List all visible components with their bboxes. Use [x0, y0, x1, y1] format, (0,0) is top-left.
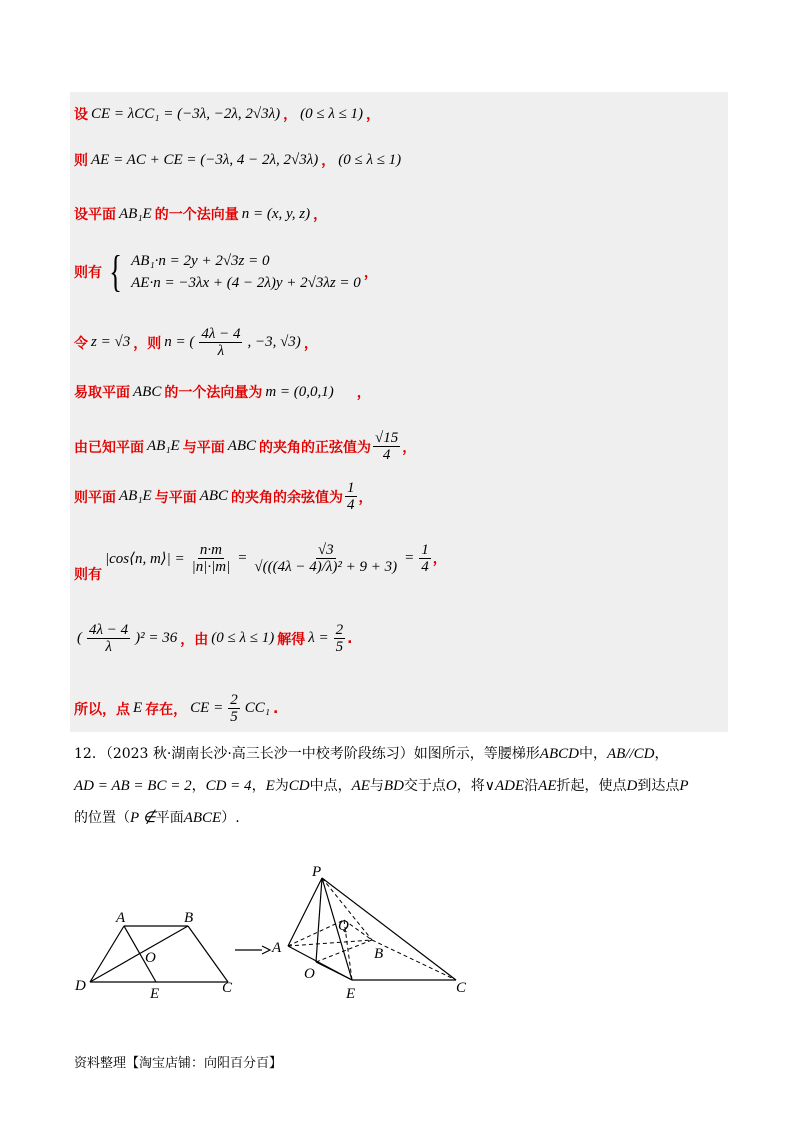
label-E: E: [150, 986, 160, 1002]
label-O: O: [145, 950, 156, 966]
label-C2: C: [456, 980, 467, 996]
label-B: B: [184, 910, 194, 926]
solution-line-2: 则 AE = AC + CE = (−3λ, 4 − 2λ, 2√3λ) ， (0 ≤ λ ≤ 1): [74, 151, 402, 169]
solution-line-6: 易取平面 ABC 的一个法向量为 m = (0,0,1) ，: [74, 383, 371, 401]
fraction: $\frac{4\lambda - 4}{\lambda}$: [89, 622, 129, 655]
edge-AQ: [288, 920, 344, 946]
solution-line-10: ( $\frac{4\lambda - 4}{\lambda}$ )² = 36 ，由 (0 ≤ λ ≤ 1) 解得 λ = $\frac{2}{5}$ .: [77, 622, 353, 655]
solution-line-1: 设 CE = λCC₁ = (−3λ, −2λ, 2√3λ) ， (0 ≤ λ ≤ 1) ，: [74, 105, 381, 123]
solution-line-11: 所以，点 E 存在， CE = $\frac{2}{5}$ CC₁ .: [74, 692, 279, 725]
solution-line-8: 则平面 AB₁E 与平面 ABC 的夹角的余弦值为 $\frac{1}{4}$ ，: [74, 480, 373, 513]
problem-line-1: 12．（2023 秋·湖南长沙·高三长沙一中校考阶段练习）如图所示，等腰梯形ABCD中，AB//CD，: [74, 746, 669, 762]
problem-12: [74, 744, 734, 828]
arrow-head-icon: [262, 946, 270, 954]
fraction: $\frac{√15}{4}$: [375, 430, 399, 463]
equation-system: { AB₁·n = 2y + 2√3z = 0 AE·n = −3λx + (4 − 2λ)y + 2√3λz = 0: [109, 247, 361, 296]
fraction: $\frac{1}{4}$: [421, 541, 429, 575]
footer-note: 资料整理【淘宝店铺：向阳百分百】: [74, 1056, 283, 1071]
edge-BC: [188, 926, 228, 982]
geometry-figures: [0, 860, 800, 1060]
label-B2: B: [374, 946, 384, 962]
hidden-edges: [288, 878, 456, 980]
fraction: $\frac{n\cdot m}{|n|\cdot|m|}$: [191, 541, 231, 575]
edge-DB: [90, 926, 188, 982]
fraction: $\frac{2}{5}$: [230, 692, 238, 725]
fraction: $\frac{2}{5}$: [335, 622, 344, 655]
fraction: $\frac{√3}{\text{√(((4λ − 4)/λ)² + 9 + 3)}}$: [254, 541, 398, 575]
problem-line-2: AD = AB = BC = 2，CD = 4，E为CD中点，AE与BD交于点O，将∨ADE沿AE折起，使点D到达点P: [74, 778, 689, 794]
solution-line-7: 由已知平面 AB₁E 与平面 ABC 的夹角的正弦值为 $\frac{√15}{4}$ ，: [74, 430, 417, 463]
problem-line-3: 的位置（P ∉平面ABCE）.: [74, 810, 240, 826]
label-E2: E: [346, 986, 356, 1002]
solution-line-3: 设平面 AB₁E 的一个法向量 n = (x, y, z) ，: [74, 205, 328, 223]
folded-figure: [288, 878, 456, 980]
label-O2: O: [304, 966, 315, 982]
edge-AB: [288, 940, 372, 946]
trapezoid-figure: [90, 926, 228, 982]
label-D: D: [75, 978, 86, 994]
edge-PO: [316, 878, 322, 962]
label-Q: Q: [338, 918, 349, 934]
solution-line-5: 令 z = √3 ，则 n = ( $\frac{4\lambda - 4}{\lambda}$ , −3, √3) ，: [74, 326, 318, 359]
label-A: A: [116, 910, 126, 926]
edge-DA: [90, 926, 124, 982]
solution-line-9: 则有 |cos⟨n, m⟩| = $\frac{n\cdot m}{|n|\cdot|m|}$ = $\frac{√3}{\text{√(((4λ − 4)/λ)² + 9 + 3)}}$ = $\frac{1}{4}$ ，: [74, 541, 447, 583]
label-P: P: [312, 864, 322, 880]
solution-line-4: 则有 { AB₁·n = 2y + 2√3z = 0 AE·n = −3λx + (4 − 2λ)y + 2√3λz = 0 ，: [74, 247, 378, 296]
edge-PA: [288, 878, 322, 946]
label-A2: A: [272, 940, 282, 956]
edge-BC: [372, 940, 456, 980]
fraction: $\frac{4\lambda - 4}{\lambda}$: [201, 326, 241, 359]
label-C: C: [222, 980, 233, 996]
fraction: $\frac{1}{4}$: [347, 480, 355, 513]
